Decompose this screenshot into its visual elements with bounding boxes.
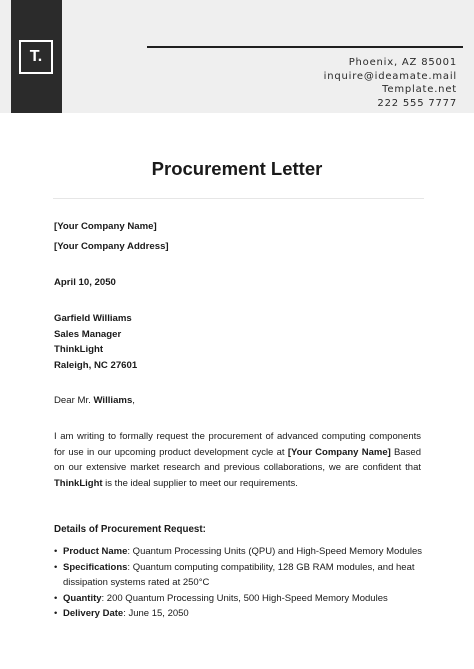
letter-date: April 10, 2050 — [54, 277, 116, 288]
details-heading: Details of Procurement Request: — [54, 524, 206, 535]
contact-website: Template.net — [382, 84, 457, 96]
item-value: : Quantum computing compatibility, 128 GB RAM modules, and heat dissipation systems rated at 250°C — [63, 561, 415, 588]
bullet-icon: • — [54, 546, 58, 557]
item-label: Delivery Date — [63, 608, 124, 619]
bullet-icon: • — [54, 561, 58, 573]
body-text-2: Based on our extensive market research and previous collaborations, we are confident that — [54, 446, 421, 474]
item-label: Product Name — [63, 546, 128, 557]
sender-company-name: [Your Company Name] — [54, 221, 157, 232]
salutation-prefix: Dear Mr. — [54, 395, 94, 406]
list-item — [54, 606, 424, 622]
logo-text: T. — [29, 48, 43, 65]
contact-city: Phoenix, AZ 85001 — [348, 57, 457, 68]
contact-block — [324, 56, 457, 110]
salutation-suffix: , — [132, 395, 135, 406]
bullet-icon: • — [54, 608, 58, 619]
list-item — [54, 544, 424, 560]
sender-company-address: [Your Company Address] — [54, 241, 169, 252]
body-text-3: is the ideal supplier to meet our requirements. — [102, 477, 298, 489]
recipient-title: Sales Manager — [54, 328, 122, 340]
salutation-name: Williams — [93, 395, 133, 406]
body-company-placeholder: [Your Company Name] — [287, 446, 391, 458]
list-item — [54, 591, 424, 607]
details-list — [54, 544, 424, 622]
logo — [19, 40, 53, 74]
title-divider — [53, 198, 424, 199]
header-divider — [147, 46, 463, 48]
item-value: : June 15, 2050 — [123, 608, 189, 619]
body-paragraph — [54, 429, 421, 491]
contact-phone: 222 555 7777 — [377, 97, 457, 109]
recipient-city: Raleigh, NC 27601 — [54, 359, 138, 371]
item-label: Quantity — [63, 592, 102, 604]
item-value: : Quantum Processing Units (QPU) and High-Speed Memory Modules — [127, 546, 423, 557]
item-value: : 200 Quantum Processing Units, 500 High-Speed Memory Modules — [101, 592, 388, 604]
contact-email: inquire@ideamate.mail — [323, 70, 457, 82]
recipient-company: ThinkLight — [54, 344, 104, 355]
salutation — [54, 395, 135, 406]
page-title: Procurement Letter — [151, 158, 323, 179]
item-label: Specifications — [63, 561, 128, 573]
bullet-icon: • — [54, 592, 58, 604]
body-supplier: ThinkLight — [54, 477, 103, 489]
body-text-1: I am writing to formally request the procurement of advanced computing components for use in our upcoming product development cycle at — [54, 431, 421, 458]
list-item — [54, 560, 424, 591]
recipient-name: Garfield Williams — [54, 313, 132, 324]
letterhead — [0, 0, 474, 113]
